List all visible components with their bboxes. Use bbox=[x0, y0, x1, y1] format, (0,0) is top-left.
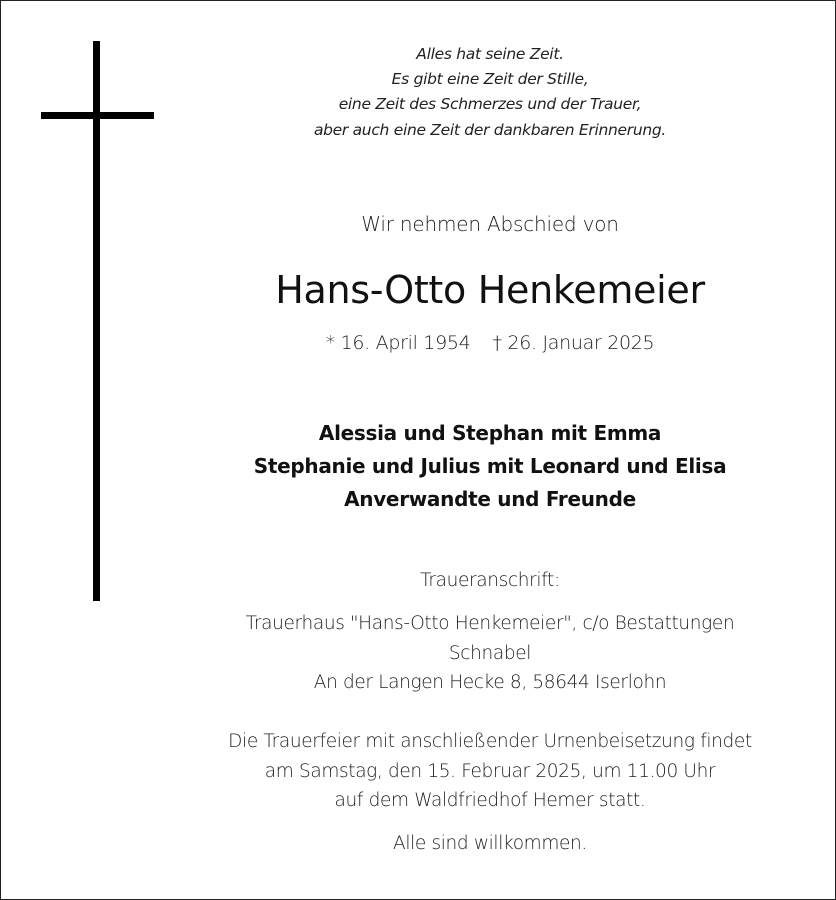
death-date: † 26. Januar 2025 bbox=[492, 332, 655, 354]
poem-line: Alles hat seine Zeit. bbox=[416, 45, 564, 63]
cross-icon bbox=[93, 41, 100, 601]
birth-date: * 16. April 1954 bbox=[325, 332, 471, 354]
ceremony-line: am Samstag, den 15. Februar 2025, um 11.00 Uhr bbox=[264, 761, 716, 782]
closing-line: Alle sind willkommen. bbox=[393, 833, 587, 854]
deceased-name: Hans-Otto Henkemeier bbox=[275, 268, 705, 312]
mourner-line: Stephanie und Julius mit Leonard und Elisa bbox=[253, 454, 727, 478]
mourner-line: Alessia und Stephan mit Emma bbox=[318, 421, 662, 445]
address-line: Schnabel bbox=[448, 643, 532, 664]
cross-icon-bar bbox=[41, 112, 154, 119]
poem-line: aber auch eine Zeit der dankbaren Erinnerung. bbox=[313, 121, 667, 139]
life-dates bbox=[180, 332, 800, 354]
farewell-intro: Wir nehmen Abschied von bbox=[361, 212, 619, 236]
address-heading: Traueranschrift: bbox=[420, 570, 560, 591]
address-line: An der Langen Hecke 8, 58644 Iserlohn bbox=[313, 672, 667, 693]
poem-line: eine Zeit des Schmerzes und der Trauer, bbox=[338, 95, 642, 113]
ceremony-line: auf dem Waldfriedhof Hemer statt. bbox=[334, 790, 646, 811]
ceremony-line: Die Trauerfeier mit anschließender Urnenbeisetzung findet bbox=[228, 731, 752, 752]
poem-line: Es gibt eine Zeit der Stille, bbox=[391, 70, 589, 88]
mourner-line: Anverwandte und Freunde bbox=[344, 487, 636, 511]
address-line: Trauerhaus "Hans-Otto Henkemeier", c/o Bestattungen bbox=[245, 613, 735, 634]
